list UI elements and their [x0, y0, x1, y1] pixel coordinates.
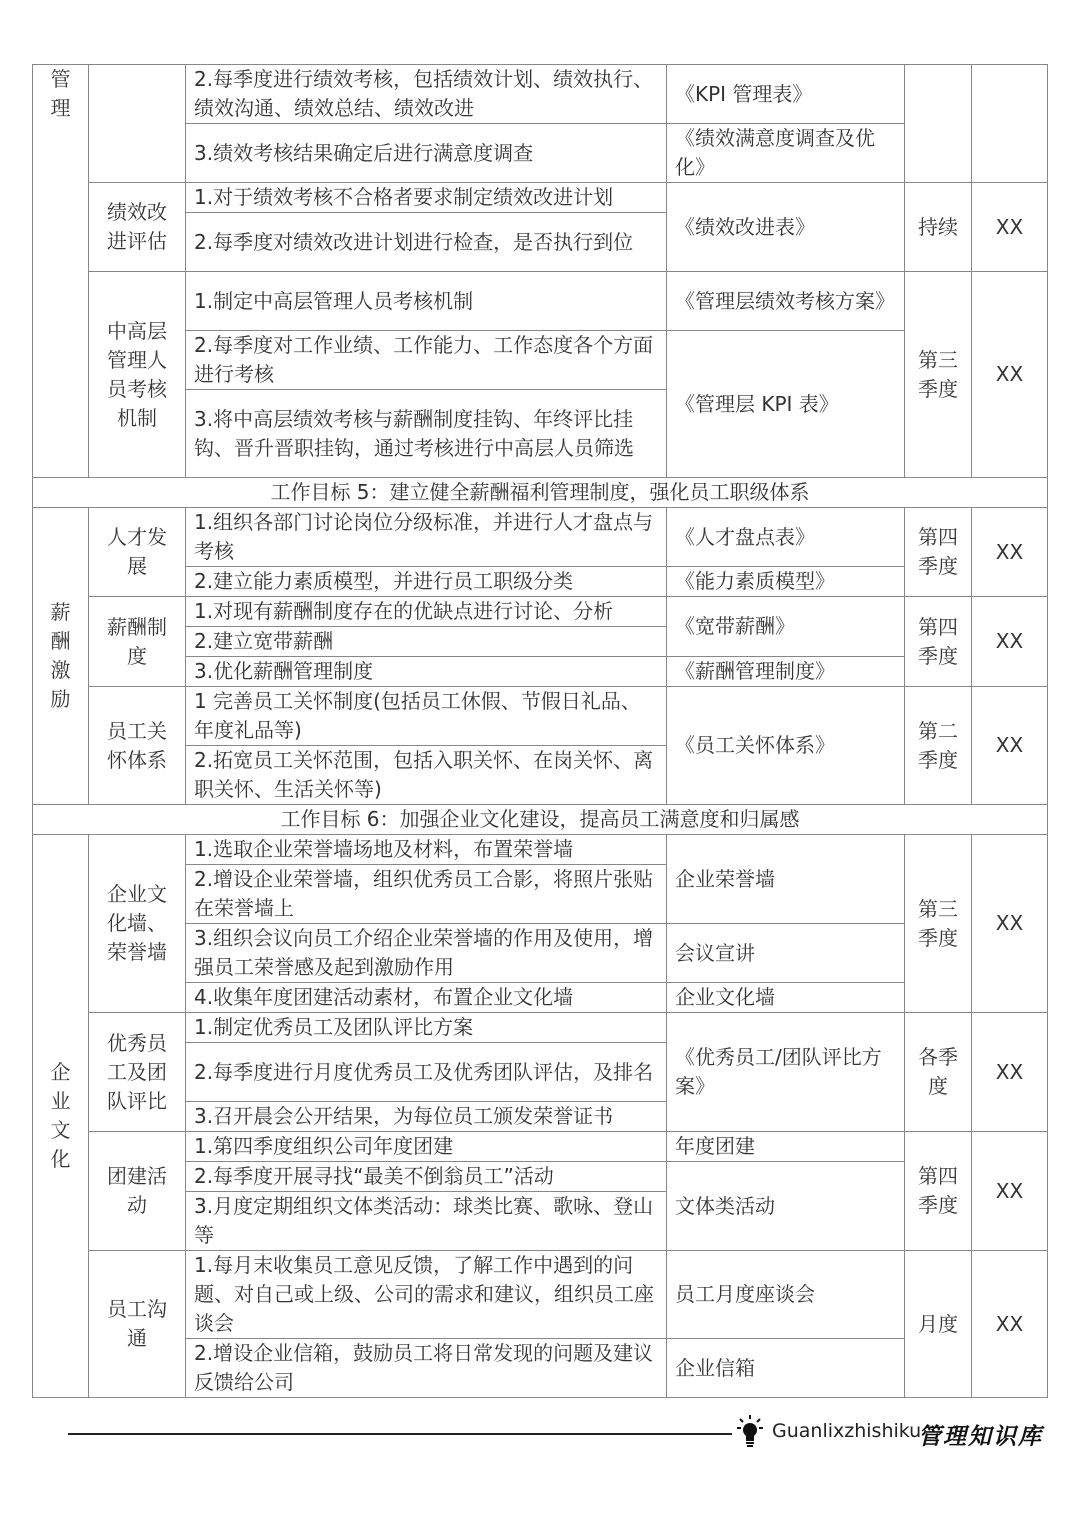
task-cell: 3.将中高层绩效考核与薪酬制度挂钩、年终评比挂钩、晋升晋职挂钩，通过考核进行中高层人员筛选: [186, 390, 667, 478]
subcategory-cell: 员工沟通: [89, 1251, 186, 1398]
subcategory-cell: 中高层管理人员考核机制: [89, 272, 186, 478]
task-cell: 2.每季度对工作业绩、工作能力、工作态度各个方面进行考核: [186, 331, 667, 390]
owner-cell: XX: [972, 1013, 1048, 1132]
time-cell: 第三季度: [905, 272, 972, 478]
doc-cell: 《KPI 管理表》: [667, 65, 905, 124]
task-cell: 3.召开晨会公开结果，为每位员工颁发荣誉证书: [186, 1102, 667, 1132]
time-cell: 第四季度: [905, 597, 972, 687]
time-blank: [905, 65, 972, 183]
doc-cell: 企业荣誉墙: [667, 835, 905, 924]
doc-cell: 《人才盘点表》: [667, 508, 905, 567]
task-cell: 3.绩效考核结果确定后进行满意度调查: [186, 124, 667, 183]
owner-cell: XX: [972, 687, 1048, 805]
doc-cell: 《薪酬管理制度》: [667, 657, 905, 687]
owner-cell: XX: [972, 597, 1048, 687]
task-cell: 2.建立能力素质模型，并进行员工职级分类: [186, 567, 667, 597]
subcategory-cell: 企业文化墙、荣誉墙: [89, 835, 186, 1013]
footer-divider: [68, 1433, 732, 1435]
doc-cell: 《能力素质模型》: [667, 567, 905, 597]
subcategory-cell: 人才发展: [89, 508, 186, 597]
task-cell: 2.增设企业信箱，鼓励员工将日常发现的问题及建议反馈给公司: [186, 1339, 667, 1398]
doc-cell: 企业信箱: [667, 1339, 905, 1398]
time-cell: 第三季度: [905, 835, 972, 1013]
time-cell: 持续: [905, 183, 972, 272]
subcategory-cell: 员工关怀体系: [89, 687, 186, 805]
goal-heading: 工作目标 6：加强企业文化建设，提高员工满意度和归属感: [33, 805, 1048, 835]
task-cell: 3.月度定期组织文体类活动：球类比赛、歌咏、登山等: [186, 1192, 667, 1251]
subcategory-cell: 团建活动: [89, 1132, 186, 1251]
task-cell: 2.每季度进行绩效考核，包括绩效计划、绩效执行、绩效沟通、绩效总结、绩效改进: [186, 65, 667, 124]
owner-cell: XX: [972, 1132, 1048, 1251]
doc-cell: 《优秀员工/团队评比方案》: [667, 1013, 905, 1132]
task-cell: 4.收集年度团建活动素材，布置企业文化墙: [186, 983, 667, 1013]
owner-cell: XX: [972, 508, 1048, 597]
task-cell: 3.优化薪酬管理制度: [186, 657, 667, 687]
subcategory-cell: 薪酬制度: [89, 597, 186, 687]
doc-cell: 《员工关怀体系》: [667, 687, 905, 805]
task-cell: 1.对于绩效考核不合格者要求制定绩效改进计划: [186, 183, 667, 213]
owner-blank: [972, 65, 1048, 183]
category-compensation: 薪酬激励: [33, 508, 89, 805]
doc-cell: 《宽带薪酬》: [667, 597, 905, 657]
doc-cell: 《绩效满意度调查及优化》: [667, 124, 905, 183]
task-cell: 1.对现有薪酬制度存在的优缺点进行讨论、分析: [186, 597, 667, 627]
task-cell: 3.组织会议向员工介绍企业荣誉墙的作用及使用，增强员工荣誉感及起到激励作用: [186, 924, 667, 983]
doc-cell: 年度团建: [667, 1132, 905, 1162]
task-cell: 1.制定中高层管理人员考核机制: [186, 272, 667, 331]
lightbulb-icon: [737, 1414, 763, 1450]
task-cell: 2.建立宽带薪酬: [186, 627, 667, 657]
owner-cell: XX: [972, 272, 1048, 478]
subcategory-blank: [89, 65, 186, 183]
owner-cell: XX: [972, 835, 1048, 1013]
subcategory-cell: 优秀员工及团队评比: [89, 1013, 186, 1132]
owner-cell: XX: [972, 1251, 1048, 1398]
plan-table: [32, 64, 1048, 1398]
task-cell: 1.每月末收集员工意见反馈，了解工作中遇到的问题、对自己或上级、公司的需求和建议，组织员工座谈会: [186, 1251, 667, 1339]
task-cell: 2.每季度开展寻找“最美不倒翁员工”活动: [186, 1162, 667, 1192]
doc-cell: 《绩效改进表》: [667, 183, 905, 272]
task-cell: 1 完善员工关怀制度(包括员工休假、节假日礼品、年度礼品等): [186, 687, 667, 746]
time-cell: 第二季度: [905, 687, 972, 805]
category-culture: 企业文化: [33, 835, 89, 1398]
doc-cell: 员工月度座谈会: [667, 1251, 905, 1339]
task-cell: 1.组织各部门讨论岗位分级标准，并进行人才盘点与考核: [186, 508, 667, 567]
owner-cell: XX: [972, 183, 1048, 272]
task-cell: 1.第四季度组织公司年度团建: [186, 1132, 667, 1162]
category-management: 管理: [33, 65, 89, 478]
goal-heading: 工作目标 5：建立健全薪酬福利管理制度，强化员工职级体系: [33, 478, 1048, 508]
subcategory-cell: 绩效改进评估: [89, 183, 186, 272]
doc-cell: 会议宣讲: [667, 924, 905, 983]
brand-name-cn: 管理知识库: [918, 1424, 1043, 1450]
time-cell: 各季度: [905, 1013, 972, 1132]
task-cell: 2.每季度进行月度优秀员工及优秀团队评估，及排名: [186, 1043, 667, 1102]
doc-cell: 《管理层 KPI 表》: [667, 331, 905, 478]
task-cell: 1.制定优秀员工及团队评比方案: [186, 1013, 667, 1043]
task-cell: 1.选取企业荣誉墙场地及材料，布置荣誉墙: [186, 835, 667, 865]
doc-cell: 《管理层绩效考核方案》: [667, 272, 905, 331]
doc-cell: 企业文化墙: [667, 983, 905, 1013]
task-cell: 2.每季度对绩效改进计划进行检查，是否执行到位: [186, 213, 667, 272]
brand-name-en: Guanlixzhishiku: [772, 1420, 922, 1442]
task-cell: 2.拓宽员工关怀范围，包括入职关怀、在岗关怀、离职关怀、生活关怀等): [186, 746, 667, 805]
time-cell: 第四季度: [905, 508, 972, 597]
time-cell: 第四季度: [905, 1132, 972, 1251]
time-cell: 月度: [905, 1251, 972, 1398]
doc-cell: 文体类活动: [667, 1162, 905, 1251]
task-cell: 2.增设企业荣誉墙，组织优秀员工合影，将照片张贴在荣誉墙上: [186, 865, 667, 924]
